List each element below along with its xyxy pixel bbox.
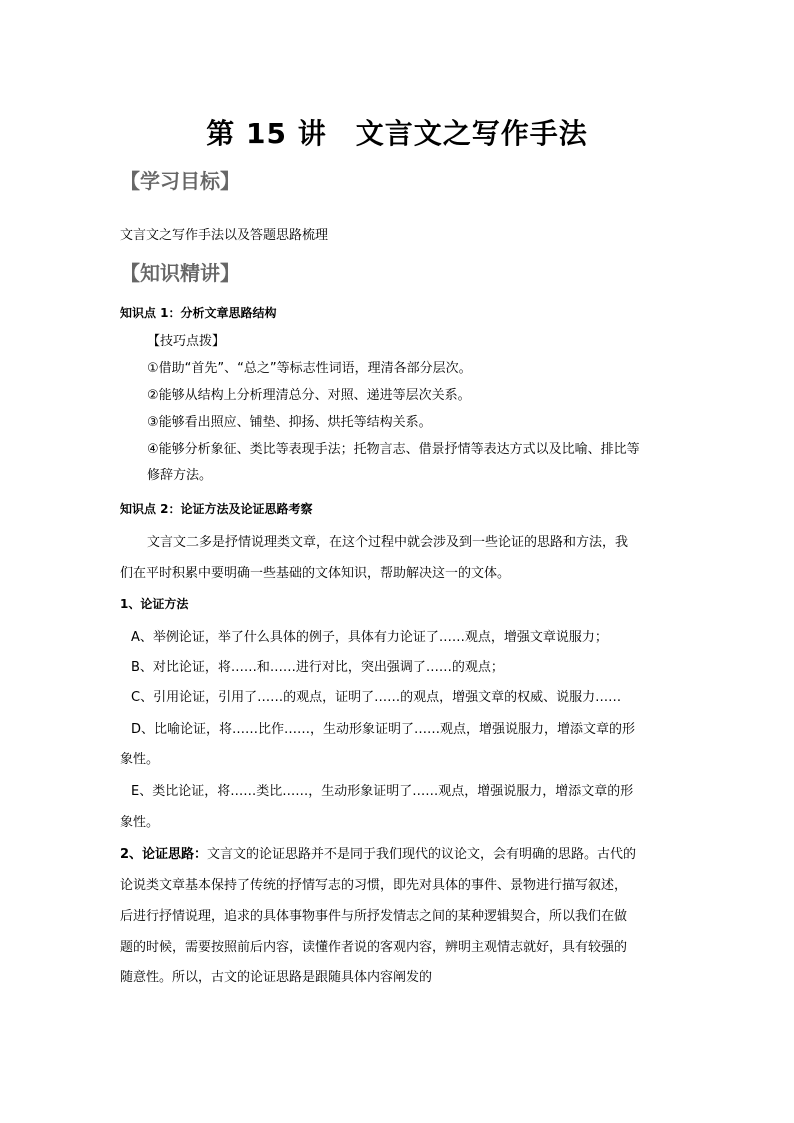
paragraph-line: 题的时候，需要按照前后内容，读懂作者说的客观内容，辨明主观情志就好，具有较强的	[120, 940, 628, 955]
paragraph-line: 文言文二多是抒情说理类文章，在这个过程中就会涉及到一些论证的思路和方法，我	[147, 535, 629, 550]
paragraph-line: 论说类文章基本保持了传统的抒情写志的习惯，即先对具体的事件、景物进行描写叙述，	[120, 878, 628, 893]
method-item: C、引用论证，引用了……的观点，证明了……的观点，增强文章的权威、说服力……	[131, 690, 622, 705]
knowledge-heading: 【知识精讲】	[120, 261, 240, 285]
method-item: D、比喻论证，将……比作……，生动形象证明了……观点，增强说服力，增添文章的形	[131, 722, 636, 737]
tip-item: ③能够看出照应、铺垫、抑扬、烘托等结构关系。	[147, 415, 432, 430]
paragraph-line: 随意性。所以，古文的论证思路是跟随具体内容阐发的	[120, 970, 433, 985]
method-item: A、举例论证，举了什么具体的例子，具体有力论证了……观点，增强文章说服力；	[131, 630, 608, 645]
argument-thinking-text: 文言文的论证思路并不是同于我们现代的议论文，会有明确的思路。古代的	[207, 847, 637, 862]
paragraph-line: 后进行抒情说理，追求的具体事物事件与所抒发情志之间的某种逻辑契合，所以我们在做	[120, 909, 628, 924]
tip-item-continuation: 修辞方法。	[147, 468, 213, 483]
method-item: B、对比论证，将……和……进行对比，突出强调了……的观点；	[131, 660, 504, 675]
tip-heading: 【技巧点拨】	[147, 334, 226, 349]
learning-goal-heading: 【学习目标】	[120, 169, 240, 193]
method-item-continuation: 象性。	[120, 752, 160, 767]
tip-item: ②能够从结构上分析理清总分、对照、递进等层次关系。	[147, 388, 471, 403]
tip-item: ④能够分析象征、类比等表现手法；托物言志、借景抒情等表达方式以及比喻、排比等	[147, 442, 640, 457]
method-item: E、类比论证，将……类比……，生动形象证明了……观点，增强说服力，增添文章的形	[131, 784, 634, 799]
argument-thinking-label: 2、论证思路：	[120, 847, 208, 862]
tip-item: ①借助“首先”、“总之”等标志性词语，理清各部分层次。	[147, 361, 472, 376]
method-item-continuation: 象性。	[120, 815, 160, 830]
knowledge-point-2-heading: 知识点 2：论证方法及论证思路考察	[120, 502, 313, 516]
argument-thinking-line	[120, 843, 636, 862]
paragraph-line: 们在平时积累中要明确一些基础的文体知识，帮助解决这一的文体。	[120, 566, 511, 581]
argument-methods-heading: 1、论证方法	[120, 597, 189, 611]
learning-goal-text: 文言文之写作手法以及答题思路梳理	[120, 228, 329, 243]
knowledge-point-1-heading: 知识点 1：分析文章思路结构	[120, 306, 277, 320]
page-title: 第 15 讲 文言文之写作手法	[206, 117, 588, 150]
